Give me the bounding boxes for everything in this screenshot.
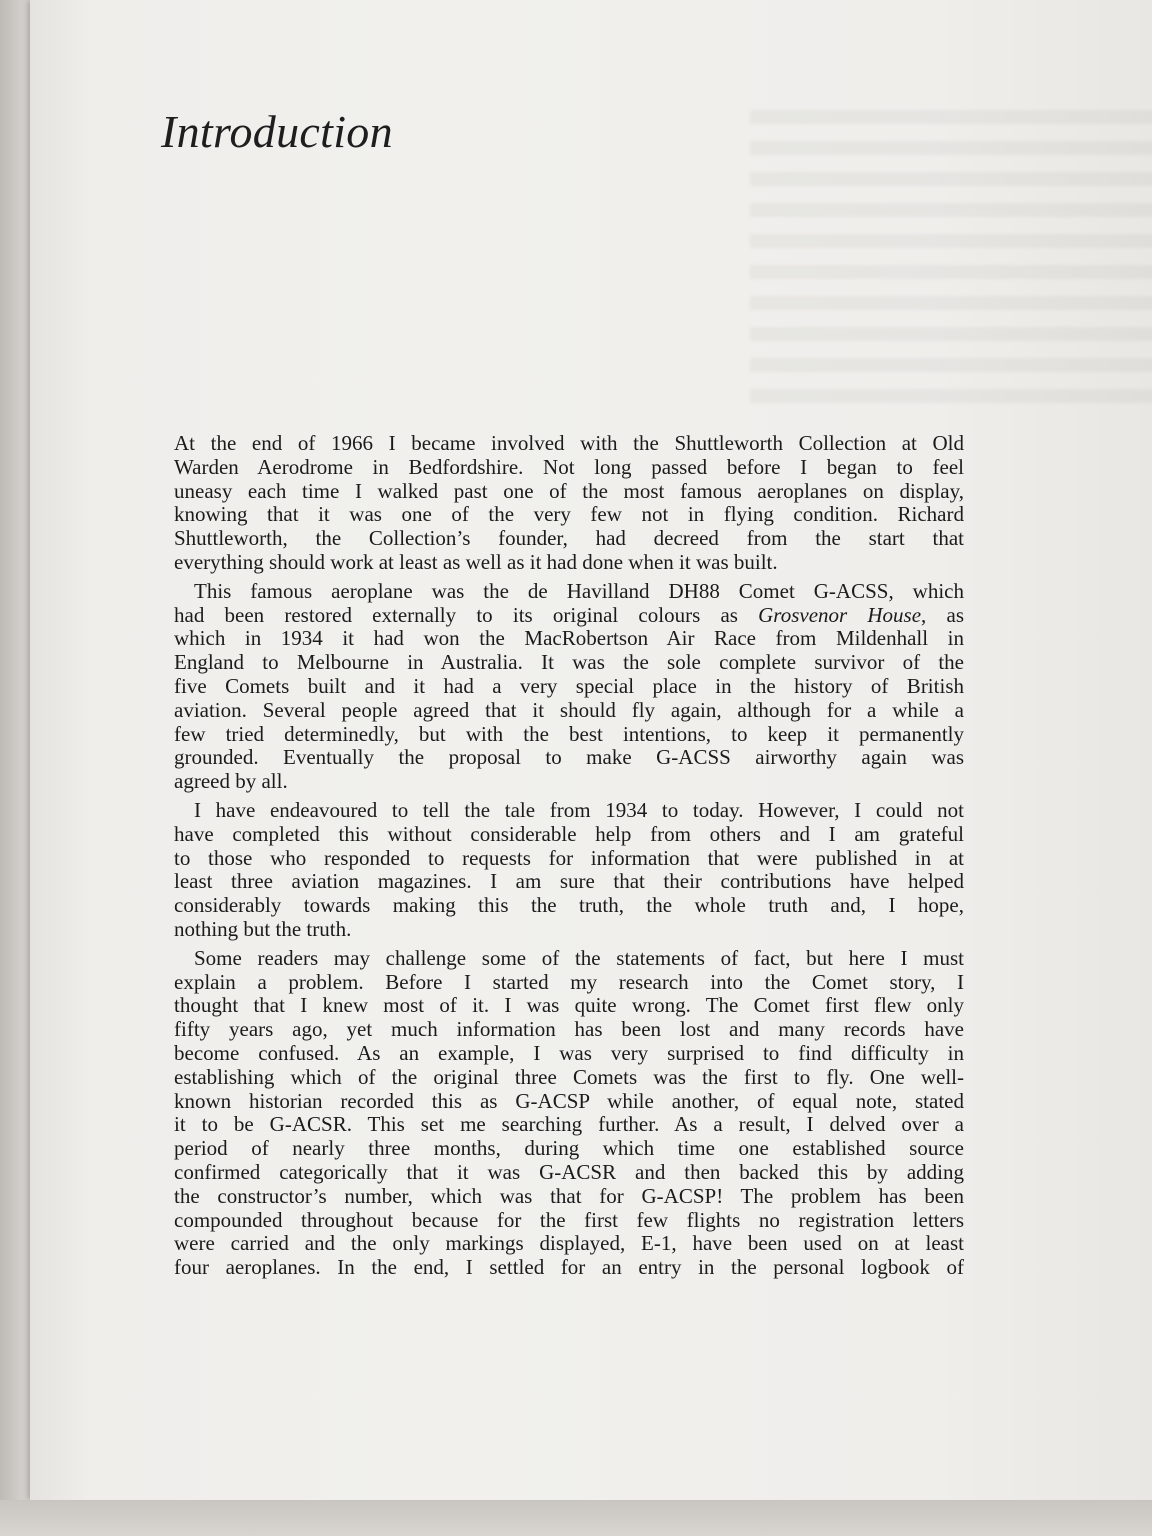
text-line: Warden Aerodrome in Bedfordshire. Not long passed before I began to feel	[174, 454, 964, 479]
show-through-text	[750, 110, 1152, 410]
page-edge-shadow	[0, 1500, 1152, 1536]
paragraph-2	[174, 580, 964, 794]
text-line: compounded throughout because for the first few flights no registration letters	[174, 1207, 964, 1232]
text-line: confirmed categorically that it was G-ACSR and then backed this by adding	[174, 1159, 964, 1184]
text-line: agreed by all.	[174, 769, 288, 794]
text-line: have completed this without considerable help from others and I am grateful	[174, 821, 964, 846]
text-line: I have endeavoured to tell the tale from 1934 to today. However, I could not	[194, 797, 964, 822]
text-fragment: , as	[921, 602, 964, 627]
text-line: period of nearly three months, during which time one established source	[174, 1136, 964, 1161]
italic-aircraft-name: Grosvenor House	[758, 602, 922, 627]
text-line: known historian recorded this as G-ACSP while another, of equal note, stated	[174, 1088, 964, 1113]
text-line: Shuttleworth, the Collection’s founder, had decreed from the start that	[174, 526, 964, 551]
text-line: This famous aeroplane was the de Havilland DH88 Comet G-ACSS, which	[194, 578, 964, 603]
text-line: were carried and the only markings displayed, E-1, have been used on at least	[174, 1231, 964, 1256]
text-fragment: had been restored externally to its original colours as	[174, 602, 759, 627]
text-line: considerably towards making this the truth, the whole truth and, I hope,	[174, 893, 964, 918]
text-line: Some readers may challenge some of the statements of fact, but here I must	[194, 945, 964, 970]
text-line: uneasy each time I walked past one of the most famous aeroplanes on display,	[174, 478, 964, 503]
text-line: the constructor’s number, which was that for G-ACSP! The problem has been	[174, 1183, 964, 1208]
body-text	[174, 432, 964, 1285]
text-line-with-italic	[174, 604, 964, 628]
text-line: least three aviation magazines. I am sure that their contributions have helped	[174, 869, 964, 894]
text-line: aviation. Several people agreed that it should fly again, although for a while a	[174, 697, 964, 722]
text-line: everything should work at least as well as it had done when it was built.	[174, 549, 778, 574]
text-line: explain a problem. Before I started my research into the Comet story, I	[174, 969, 964, 994]
text-line: five Comets built and it had a very special place in the history of British	[174, 673, 964, 698]
text-line: become confused. As an example, I was very surprised to find difficulty in	[174, 1040, 964, 1065]
paragraph-1	[174, 432, 964, 575]
text-line: At the end of 1966 I became involved with the Shuttleworth Collection at Old	[174, 431, 964, 455]
text-line: four aeroplanes. In the end, I settled for an entry in the personal logbook of	[174, 1255, 964, 1280]
text-line: grounded. Eventually the proposal to make G-ACSS airworthy again was	[174, 745, 964, 770]
paragraph-4	[174, 947, 964, 1280]
text-line: it to be G-ACSR. This set me searching further. As a result, I delved over a	[174, 1112, 964, 1137]
text-line: knowing that it was one of the very few not in flying condition. Richard	[174, 502, 964, 527]
text-line: to those who responded to requests for information that were published in at	[174, 845, 964, 870]
paragraph-3	[174, 799, 964, 942]
text-line: nothing but the truth.	[174, 916, 352, 941]
text-line: fifty years ago, yet much information has been lost and many records have	[174, 1017, 964, 1042]
text-line: England to Melbourne in Australia. It was the sole complete survivor of the	[174, 650, 964, 675]
text-line: few tried determinedly, but with the best intentions, to keep it permanently	[174, 721, 964, 746]
text-line: thought that I knew most of it. I was quite wrong. The Comet first flew only	[174, 993, 964, 1018]
text-line: establishing which of the original three Comets was the first to fly. One well-	[174, 1064, 964, 1089]
text-line: which in 1934 it had won the MacRobertson Air Race from Mildenhall in	[174, 626, 964, 651]
page-title: Introduction	[161, 106, 393, 157]
